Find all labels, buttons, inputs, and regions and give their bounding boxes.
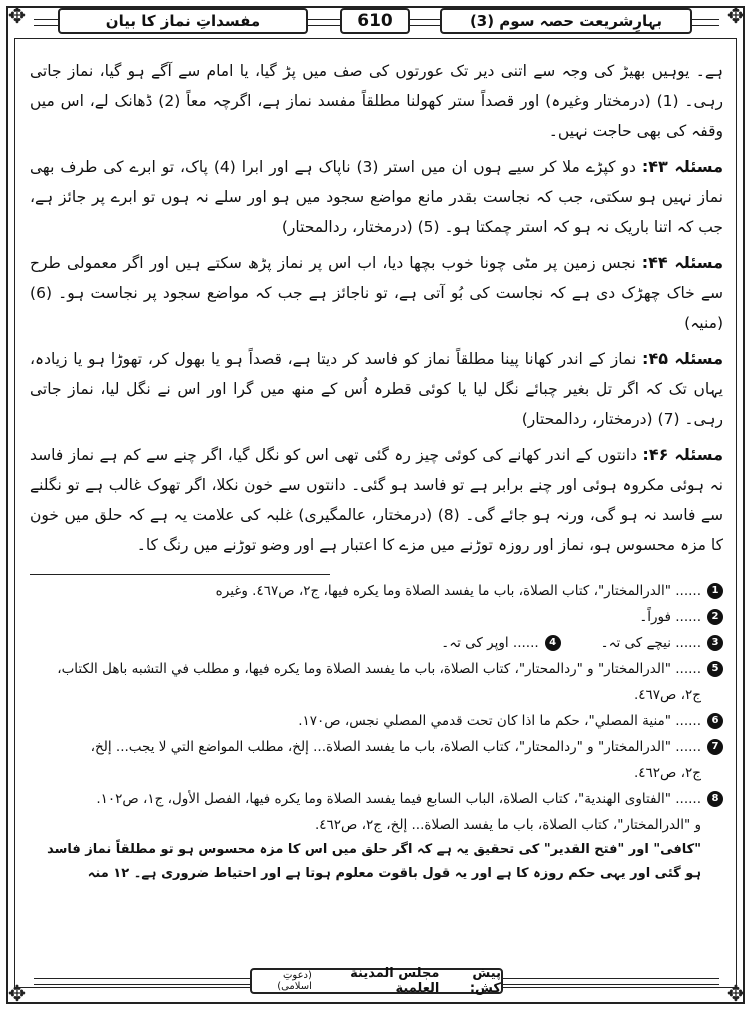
main-text (30, 56, 723, 566)
corner-ornament-icon: ✥ (726, 4, 746, 29)
publisher-footer: پیش کش: مجلس المدينة العلمية (دعوتِ اسلامی) (250, 968, 503, 994)
footnote-6: 6 ...... "منية المصلي"، حكم ما اذا كان تحت قدمي المصلي نجس، ص١٧٠. (30, 708, 723, 734)
corner-ornament-icon: ✥ (7, 982, 27, 1007)
paragraph: ہے۔ یوہیں بھیڑ کی وجہ سے اتنی دیر تک عورتوں کی صف میں پڑ گیا، یا امام سے آگے ہو گیا، نماز جاتی رہی۔ (1) (درمختار وغیرہ) اور قصداً ستر کھولنا مطلقاً مفسد نماز ہے، اگرچہ معاً (2) ڈھانک لے، اس میں وقفہ کی بھی حاجت نہیں۔ (30, 62, 723, 140)
masala-43: مسئلہ ۴۳: دو کپڑے ملا کر سیے ہوں ان میں استر (3) ناپاک ہے اور ابرا (4) پاک، تو ابرے کی طرف بھی نماز نہیں ہو سکتی، جب کہ نجاست بقدر مانع مواضع سجود میں ہو اور سلے نہ ہوں تو ابرے پر جائز ہے، جب کہ اتنا باریک نہ ہو کہ استر چمکتا ہو۔ (5) (درمختار، ردالمحتار) (30, 157, 723, 236)
footnote-3: 3 ...... نیچے کی تہ۔ (601, 630, 723, 656)
masala-44: مسئلہ ۴۴: نجس زمین پر مٹی چونا خوب بچھا دیا، اب اس پر نماز پڑھ سکتے ہیں اور اگر معمولی طرح سے خاک چھڑک دی ہے کہ نجاست کی بُو آتی ہے، تو ناجائز ہے جب کہ مواضع سجود پر نجاست ہو۔ (6) (منیہ) (30, 253, 723, 332)
footnote-separator (30, 574, 330, 575)
footnote-4: 4 ...... اوپر کی تہ۔ (441, 630, 560, 656)
corner-ornament-icon: ✥ (726, 982, 746, 1007)
masala-45: مسئلہ ۴۵: نماز کے اندر کھانا پینا مطلقاً نماز کو فاسد کر دیتا ہے، قصداً ہو یا بھول کر، تھوڑا ہو یا زیادہ، یہاں تک کہ اگر تل بغیر چبائے نگل لیا یا کوئی قطرہ اُس کے منھ میں گرا اور اس نے نگل لیا، نماز جاتی رہی۔ (7) (درمختار، ردالمحتار) (30, 349, 723, 428)
page-number: 610 (340, 8, 410, 34)
footnotes: 1 ...... "الدرالمختار"، كتاب الصلاة، باب ما يفسد الصلاة وما يكره فيها، ج٢، ص٤٦٧. وغيره 2 ...... فوراً۔ 3 ...... نیچے کی تہ۔ 4 ...... اوپر کی تہ۔ 5 ...... "الدرالمختار" و "ردالمحتار"، كتاب الصلاة، باب ما يفسد الصلاة وما يكره فيها، و مطلب في التشبه باهل الكتاب، ج٢، ص٤٦٧. 6 ...... "منية المصلي"، حكم ما اذا كان تحت قدمي المصلي نجس، ص١٧٠. 7 ...... "الدرالمختار" و "ردالمحتار"، كتاب الصلاة، باب ما يفسد الصلاة... إلخ، مطلب المواضع التي لا يجب... إلخ، ج٢، ص٤٦٢. 8 ...... "الفتاوى الهندية"، كتاب الصلاة، الباب السابع فيما يفسد الصلاة وما يكره فيها، الفصل الأول، ج١، ص١٠٢. و "الدرالمختار"، كتاب الصلاة، باب ما يفسد الصلاة... إلخ، ج٢، ص٤٦٢. "کافی" اور "فتح القدیر" کی تحقیق یہ ہے کہ اگر حلق میں اس کا مزہ محسوس ہو تو مطلقاً نماز فاسد ہو گئی اور یہی حکم روزہ کا ہے اور یہ قول باقوت معلوم ہوتا ہے اور احتیاط ضروری ہے۔ ۱۲ منہ (30, 578, 723, 886)
masala-46: مسئلہ ۴۶: دانتوں کے اندر کھانے کی کوئی چیز رہ گئی تھی اس کو نگل گیا، اگر چنے سے کم ہے نماز فاسد نہ ہوئی مکروہ ہوئی اور چنے برابر ہے تو فاسد ہو گئی۔ دانتوں سے خون نکلا، اگر تھوک غالب ہے تو نگلنے سے فاسد نہ ہو گی، ورنہ ہو جائے گی۔ (8) (درمختار، عالمگیری) غلبہ کی علامت یہ ہے کہ حلق میں خون کا مزہ محسوس ہو، نماز اور روزہ توڑنے میں مزے کا اعتبار ہے اور وضو توڑنے میں رنگ کا۔ (30, 445, 723, 554)
footnote-5: 5 ...... "الدرالمختار" و "ردالمحتار"، كتاب الصلاة، باب ما يفسد الصلاة وما يكره فيها، و مطلب في التشبه باهل الكتاب، (30, 656, 723, 682)
footnote-2: 2 ...... فوراً۔ (30, 604, 723, 630)
masala-label: مسئلہ ۴۴: (641, 253, 723, 272)
corner-ornament-icon: ✥ (7, 4, 27, 29)
masala-label: مسئلہ ۴۵: (642, 349, 723, 368)
masala-label: مسئلہ ۴۳: (641, 157, 723, 176)
footnote-7: 7 ...... "الدرالمختار" و "ردالمحتار"، كتاب الصلاة، باب ما يفسد الصلاة... إلخ، مطلب المواضع التي لا يجب... إلخ، (30, 734, 723, 760)
book-title: بہارِشریعت حصہ سوم (3) (440, 8, 692, 34)
footnote-8: 8 ...... "الفتاوى الهندية"، كتاب الصلاة، الباب السابع فيما يفسد الصلاة وما يكره فيها، الفصل الأول، ج١، ص١٠٢. (30, 786, 723, 812)
chapter-title: مفسداتِ نماز کا بیان (58, 8, 308, 34)
publisher-name: مجلس المدينة العلمية (350, 966, 440, 996)
masala-label: مسئلہ ۴۶: (642, 445, 723, 464)
footnote-1: 1 ...... "الدرالمختار"، كتاب الصلاة، باب ما يفسد الصلاة وما يكره فيها، ج٢، ص٤٦٧. وغيره (30, 578, 723, 604)
